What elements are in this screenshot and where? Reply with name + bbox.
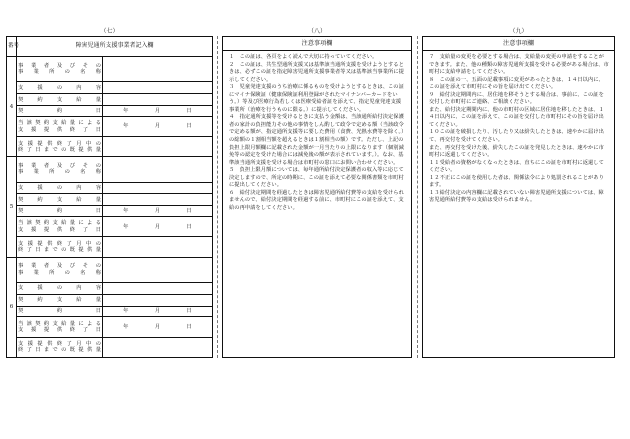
fold-line-right xyxy=(417,36,418,358)
date-unit: 年 xyxy=(123,208,129,215)
row-label-line: 事 業 者 及 び そ の xyxy=(18,63,101,69)
row-label xyxy=(17,294,103,306)
date-unit: 月 xyxy=(154,223,161,230)
row-label-line: 支 援 の 内 容 xyxy=(18,285,101,292)
row-label-line: 支 援 提 供 終 了 日 xyxy=(18,326,101,333)
panel-8-frame xyxy=(222,36,412,358)
panel-9 xyxy=(422,28,615,358)
row-value[interactable] xyxy=(103,137,213,157)
row-label xyxy=(17,94,103,106)
note-paragraph: ６ 給付決定期間を経過したときは障害児通所給付費等の支給を受けられませんので、給付決定期間を経過する前に、市町村にこの証を添えて、支給の再申請をしてください。 xyxy=(229,189,404,211)
table-row xyxy=(7,94,213,106)
row-label-line: 支援提供終了月中の xyxy=(18,340,101,347)
panel-9-frame xyxy=(422,36,615,358)
note-paragraph: ３ 児童発達支援のうち治療に係るものを受けようとするときは、この証にマイナ保険証（健康保険証利用登録がされたマイナンバーカードをいう。）等及び医療行為若しくは医療受給者証を添えて、指定児童発達支援事業所（治療を行うものに限る。）に提示してください。 xyxy=(229,84,404,113)
table-row xyxy=(7,57,213,82)
table-row xyxy=(7,337,213,357)
panel-9-header: 注意事項欄 xyxy=(423,37,614,51)
row-value[interactable] xyxy=(103,237,213,257)
date-unit: 月 xyxy=(154,107,161,114)
row-label-line: 契 約 日 xyxy=(18,208,101,215)
table-row xyxy=(7,137,213,157)
provider-entry-table xyxy=(6,36,213,358)
date-unit: 月 xyxy=(154,208,161,215)
panel-9-title: （九） xyxy=(509,28,528,35)
row-value[interactable] xyxy=(103,157,213,182)
row-label-line: 事 業 所 の 名 称 xyxy=(18,69,101,76)
panel-7-title: （七） xyxy=(100,28,119,35)
row-label-line: 支 援 提 供 終 了 日 xyxy=(18,226,101,233)
date-unit: 日 xyxy=(186,208,192,215)
row-label xyxy=(17,157,103,182)
row-label-line: 事 業 者 及 び そ の xyxy=(18,263,101,270)
row-value[interactable] xyxy=(103,257,213,282)
block-number: 4 xyxy=(7,57,17,157)
date-unit: 日 xyxy=(186,123,192,130)
row-value[interactable] xyxy=(103,306,213,317)
row-value[interactable] xyxy=(103,182,213,194)
row-label xyxy=(17,206,103,217)
panel-8-title: （八） xyxy=(307,28,326,35)
row-value[interactable] xyxy=(103,217,213,237)
row-label-line: 事 業 者 及 び そ の xyxy=(18,163,101,170)
date-unit: 日 xyxy=(186,107,192,114)
table-row xyxy=(7,294,213,306)
panel-8-header: 注意事項欄 xyxy=(223,37,411,51)
row-label-line: 終了日までの既提供量 xyxy=(18,347,101,354)
row-label-line: 契 約 支 給 量 xyxy=(18,96,101,103)
date-units xyxy=(104,123,211,129)
date-unit: 月 xyxy=(154,308,161,315)
row-value[interactable] xyxy=(103,82,213,94)
table-row xyxy=(7,206,213,217)
note-paragraph: ４ 指定通所支援等を受けるときに支払う金額は、当該通所給付決定保護者の家計の負担能力その他の事情をしん酌して政令で定める額（当該政令で定める額が、指定通所支援等に要した費用（食費、光熱水費等を除く。）の総額の１割相当額を超えるときは１割相当の額）です。ただし、上記の負担上限月額欄に記載された金額が一月当たりの上限になります（個別減免等の認定を受けた場合には減免後の額が表示されています。）。なお、基準該当通所支援を受ける場合は市町村の窓口にお問い合わせください。 xyxy=(229,114,404,166)
date-units xyxy=(104,108,211,114)
note-paragraph: １３給付決定の内容欄に記載されていない障害児通所支援については、障害児通所給付費等の支給は受けられません。 xyxy=(429,189,604,204)
row-label xyxy=(17,137,103,157)
fold-line-left xyxy=(217,36,218,358)
row-label xyxy=(17,194,103,206)
date-unit: 年 xyxy=(123,223,129,230)
col-number-header: 番号 xyxy=(7,37,17,57)
note-paragraph: ９ 給付決定期間内に、居住地を移そうとする場合は、事前に、この証を交付した市町村にご連絡、ご相談ください。 xyxy=(429,91,604,106)
note-paragraph: また、再交付を受けた後、紛失したこの証を発見したときは、速やかに市町村に返還してください。 xyxy=(429,144,604,159)
table-row xyxy=(7,82,213,94)
row-label-line: 支援提供終了月中の xyxy=(18,140,101,147)
row-label-line: 契 約 支 給 量 xyxy=(18,196,101,203)
note-paragraph: また、給付決定期間内に、他の市町村の区域に居住地を移したときは、１４日以内に、この証を添えて、この証を交付した市町村にその旨を届け出てください。 xyxy=(429,106,604,128)
row-label xyxy=(17,217,103,237)
row-label xyxy=(17,116,103,136)
panel-9-notes xyxy=(423,51,614,357)
row-label-line: 終了日までの既提供量 xyxy=(18,247,101,254)
date-unit: 年 xyxy=(123,323,129,330)
row-label xyxy=(17,317,103,337)
row-label-line: 当該契約支給量による xyxy=(18,120,101,127)
row-label xyxy=(17,257,103,282)
note-paragraph: １１受給者の資格がなくなったときは、直ちにこの証を市町村に返還してください。 xyxy=(429,159,604,174)
note-paragraph: １０この証を破損したり、汚したり又は紛失したときは、速やかに届け出て、再交付を受けてください。 xyxy=(429,129,604,144)
row-value[interactable] xyxy=(103,194,213,206)
date-unit: 日 xyxy=(186,308,192,315)
table-row xyxy=(7,237,213,257)
panel-7 xyxy=(6,28,213,358)
panel-7-frame xyxy=(6,36,213,358)
row-value[interactable] xyxy=(103,317,213,337)
row-label xyxy=(17,82,103,94)
row-label-line: 契 約 日 xyxy=(18,107,101,114)
block-number: 6 xyxy=(7,257,17,357)
table-row xyxy=(7,306,213,317)
note-paragraph: ５ 負担上限月額については、毎年通所給付決定保護者の収入等に応じて決定しますので、所定の時期に、この証を添えて必要な関係書類を市町村に提出してください。 xyxy=(229,167,404,189)
row-label-line: 支 援 提 供 終 了 日 xyxy=(18,126,101,133)
table-row xyxy=(7,282,213,294)
date-unit: 年 xyxy=(123,107,129,114)
row-value[interactable] xyxy=(103,294,213,306)
row-label-line: 契 約 支 給 量 xyxy=(18,296,101,303)
row-value[interactable] xyxy=(103,94,213,106)
row-label-line: 終了日までの既提供量 xyxy=(18,146,101,153)
date-units xyxy=(104,308,211,314)
row-label xyxy=(17,182,103,194)
note-paragraph: ２ この証は、共生型通所支援又は基準該当通所支援を受けようとするときは、必ずこの証を指定障害児通所支援事業者等又は基準該当事業所に提示してください。 xyxy=(229,61,404,83)
row-label xyxy=(17,306,103,317)
table-row xyxy=(7,157,213,182)
note-paragraph: ７ 支給量の変更を必要とする場合は、支給量の変更の申請をすることができます。また、他の種類の障害児通所支援を受ける必要がある場合は、市町村に支給申請をしてください。 xyxy=(429,54,609,76)
row-label-line: 事 業 所 の 名 称 xyxy=(18,169,101,176)
note-paragraph: ８ この証の一、五面の記載事項に変更があったときは、１４日以内に、この証を添えて市町村にその旨を届け出てください。 xyxy=(429,76,604,91)
row-label xyxy=(17,57,103,82)
table-row xyxy=(7,317,213,337)
panel-8 xyxy=(222,28,412,358)
table-row xyxy=(7,194,213,206)
date-unit: 日 xyxy=(186,223,192,230)
row-label xyxy=(17,237,103,257)
table-row xyxy=(7,217,213,237)
date-units xyxy=(104,208,211,214)
date-unit: 年 xyxy=(123,123,129,130)
row-label xyxy=(17,282,103,294)
note-paragraph: １２不正にこの証を使用した者は、関係法令により処罰されることがあります。 xyxy=(429,174,604,189)
row-label-line: 事 業 所 の 名 称 xyxy=(18,269,101,276)
table-row xyxy=(7,257,213,282)
date-unit: 年 xyxy=(123,308,129,315)
table-row xyxy=(7,182,213,194)
row-label xyxy=(17,106,103,117)
row-label xyxy=(17,337,103,357)
row-label-line: 支 援 の 内 容 xyxy=(18,84,101,91)
row-label-line: 当該契約支給量による xyxy=(18,320,101,327)
row-value[interactable] xyxy=(103,116,213,136)
table-row xyxy=(7,116,213,136)
date-unit: 日 xyxy=(186,323,192,330)
table-row xyxy=(7,106,213,117)
date-units xyxy=(104,324,211,330)
row-label-line: 契 約 日 xyxy=(18,308,101,315)
row-value[interactable] xyxy=(103,282,213,294)
date-unit: 月 xyxy=(154,323,161,330)
block-number: 5 xyxy=(7,157,17,257)
row-value[interactable] xyxy=(103,106,213,117)
row-value[interactable] xyxy=(103,206,213,217)
row-value[interactable] xyxy=(103,57,213,82)
row-label-line: 支 援 の 内 容 xyxy=(18,184,101,191)
row-label-line: 当該契約支給量による xyxy=(18,220,101,227)
col-provider-header: 障害児通所支援事業者記入欄 xyxy=(17,37,213,57)
note-paragraph: １ この証は、各頁をよく読んで大切に持っていてください。 xyxy=(229,54,378,60)
row-label-line: 支援提供終了月中の xyxy=(18,240,101,247)
date-units xyxy=(104,224,211,230)
date-unit: 月 xyxy=(154,123,161,130)
panel-8-notes xyxy=(223,51,411,357)
row-value[interactable] xyxy=(103,337,213,357)
